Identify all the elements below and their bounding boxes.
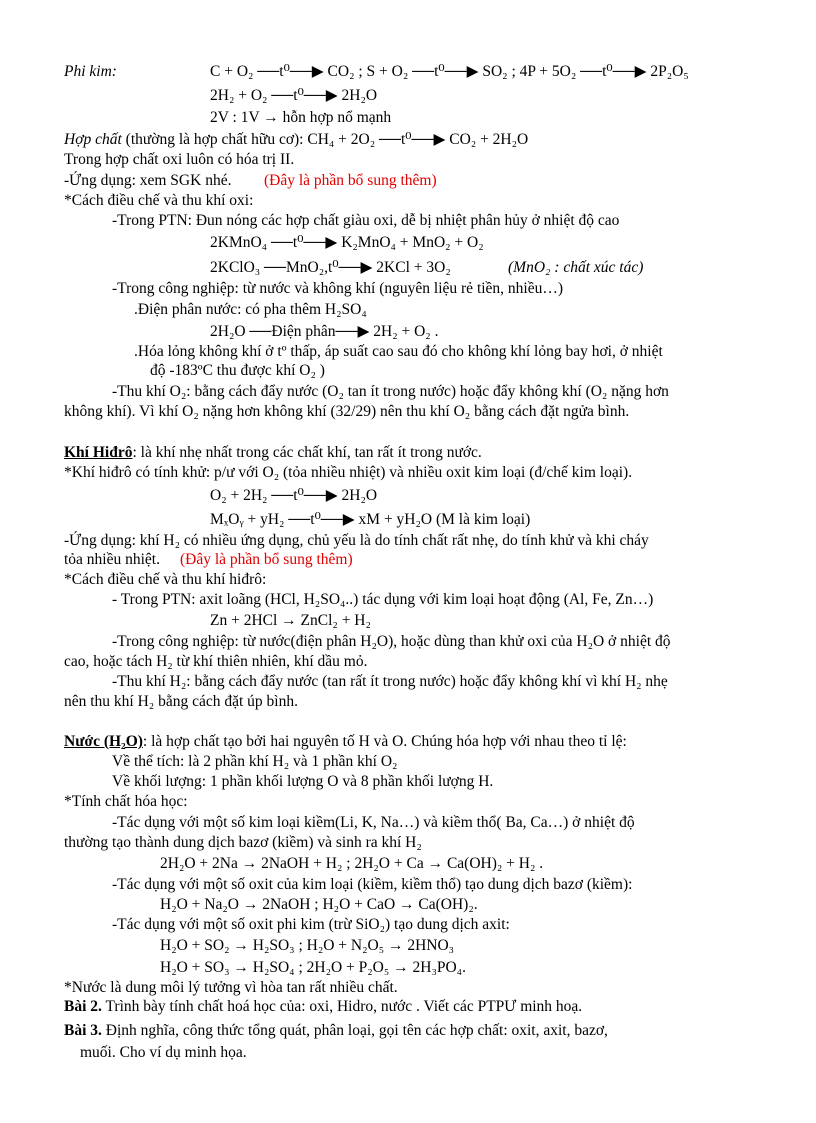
text-line: H₂O + SO₃ → H₂SO₄ ; 2H₂O + P₂O₅ → 2H₃PO₄. <box>160 959 466 976</box>
text-line: Về khối lượng: 1 phần khối lượng O và 8 phần khối lượng H. <box>112 773 494 790</box>
text-line: không khí). Vì khí O₂ nặng hơn không khí (32/29) nên thu khí O₂ bằng cách đặt ngửa bình. <box>64 403 630 420</box>
text-line: -Trong công nghiệp: từ nước và không khí (nguyên liệu rẻ tiền, nhiều…) <box>112 280 564 297</box>
text-line: -Tác dụng với một số kim loại kiềm(Li, K, Na…) và kiềm thổ( Ba, Ca…) ở nhiệt độ <box>112 814 635 831</box>
text-line: MₓOᵧ + yH₂ ──t⁰──▶ xM + yH₂O (M là kim loại) <box>210 511 531 528</box>
text-line: .Hóa lỏng không khí ở tº thấp, áp suất cao sau đó cho không khí lỏng bay hơi, ở nhiệt <box>134 343 663 360</box>
text-line: thường tạo thành dung dịch bazơ (kiềm) và sinh ra khí H₂ <box>64 834 422 851</box>
text-line: C + O₂ ──t⁰──▶ CO₂ ; S + O₂ ──t⁰──▶ SO₂ ; 4P + 5O₂ ──t⁰──▶ 2P₂O₅ <box>210 63 689 80</box>
text-line: *Nước là dung môi lý tưởng vì hòa tan rất nhiều chất. <box>64 979 398 996</box>
text-line: Khí Hiđrô: là khí nhẹ nhất trong các chất khí, tan rất ít trong nước. <box>64 444 482 461</box>
text-line: - Trong PTN: axit loãng (HCl, H₂SO₄..) tác dụng với kim loại hoạt động (Al, Fe, Zn…) <box>112 591 654 608</box>
text-line: Zn + 2HCl → ZnCl₂ + H₂ <box>210 612 371 629</box>
text-line: 2H₂ + O₂ ──t⁰──▶ 2H₂O <box>210 87 378 104</box>
text-line: *Cách điều chế và thu khí hiđrô: <box>64 571 267 588</box>
text-line: 2KClO₃ ──MnO₂,t⁰──▶ 2KCl + 3O₂ <box>210 259 451 276</box>
text-line: .Điện phân nước: có pha thêm H₂SO₄ <box>134 301 367 318</box>
text-line: 2H₂O + 2Na → 2NaOH + H₂ ; 2H₂O + Ca → Ca(OH)₂ + H₂ . <box>160 855 544 872</box>
text-line: O₂ + 2H₂ ──t⁰──▶ 2H₂O <box>210 487 378 504</box>
text-line: -Tác dụng với một số oxit phi kim (trừ SiO₂) tạo dung dịch axit: <box>112 916 510 933</box>
text-line: -Thu khí O₂: bằng cách đẩy nước (O₂ tan ít trong nước) hoặc đẩy không khí (O₂ nặng hơn <box>112 383 669 400</box>
text-line: Trong hợp chất oxi luôn có hóa trị II. <box>64 151 295 168</box>
text-line: Hợp chất (thường là hợp chất hữu cơ): CH₄ + 2O₂ ──t⁰──▶ CO₂ + 2H₂O <box>64 131 529 148</box>
text-line: Nước (H₂O): là hợp chất tạo bởi hai nguyên tố H và O. Chúng hóa hợp với nhau theo tỉ lệ: <box>64 733 627 750</box>
text-line: 2KMnO₄ ──t⁰──▶ K₂MnO₄ + MnO₂ + O₂ <box>210 234 484 251</box>
text-line: 2V : 1V → hỗn hợp nổ mạnh <box>210 109 392 126</box>
text-line: nên thu khí H₂ bằng cách đặt úp bình. <box>64 693 298 710</box>
text-line: -Ứng dụng: khí H₂ có nhiều ứng dụng, chủ yếu là do tính chất rất nhẹ, do tính khử và khi cháy <box>64 532 649 549</box>
text-line: Phi kim: <box>64 63 117 80</box>
supplement-note-hydrogen: (Đây là phần bổ sung thêm) <box>180 551 353 568</box>
text-line: *Khí hiđrô có tính khử: p/ư với O₂ (tỏa nhiều nhiệt) và nhiều oxit kim loại (đ/chế kim loại). <box>64 464 633 481</box>
text-line: Bài 3. Định nghĩa, công thức tổng quát, phân loại, gọi tên các hợp chất: oxit, axit, bazơ, <box>64 1022 608 1039</box>
text-line: muối. Cho ví dụ minh họa. <box>80 1044 247 1061</box>
text-line: -Trong PTN: Đun nóng các hợp chất giàu oxi, dễ bị nhiệt phân hủy ở nhiệt độ cao <box>112 212 620 229</box>
text-line: *Cách điều chế và thu khí oxi: <box>64 192 254 209</box>
text-line: Bài 2. Trình bày tính chất hoá học của: oxi, Hidro, nước . Viết các PTPƯ minh hoạ. <box>64 998 583 1015</box>
text-line: -Tác dụng với một số oxit của kim loại (kiềm, kiềm thổ) tạo dung dịch bazơ (kiềm): <box>112 876 633 893</box>
text-line: Về thể tích: là 2 phần khí H₂ và 1 phần khí O₂ <box>112 753 398 770</box>
text-line: tỏa nhiều nhiệt. <box>64 551 160 568</box>
catalyst-note: (MnO₂ : chất xúc tác) <box>508 259 644 276</box>
text-line: cao, hoặc tách H₂ từ khí thiên nhiên, khí dầu mỏ. <box>64 653 368 670</box>
text-line: H₂O + Na₂O → 2NaOH ; H₂O + CaO → Ca(OH)₂. <box>160 896 478 913</box>
text-line: độ -183ºC thu được khí O₂ ) <box>150 362 325 379</box>
text-line: -Thu khí H₂: bằng cách đẩy nước (tan rất ít trong nước) hoặc đẩy không khí vì khí H₂ nhẹ <box>112 673 668 690</box>
text-line: 2H₂O ──Điện phân──▶ 2H₂ + O₂ . <box>210 323 439 340</box>
text-line: *Tính chất hóa học: <box>64 793 188 810</box>
text-line: -Ứng dụng: xem SGK nhé. <box>64 172 232 189</box>
text-line: H₂O + SO₂ → H₂SO₃ ; H₂O + N₂O₅ → 2HNO₃ <box>160 937 455 954</box>
text-line: -Trong công nghiệp: từ nước(điện phân H₂O), hoặc dùng than khử oxi của H₂O ở nhiệt độ <box>112 633 671 650</box>
supplement-note-oxygen: (Đây là phần bổ sung thêm) <box>264 172 437 189</box>
